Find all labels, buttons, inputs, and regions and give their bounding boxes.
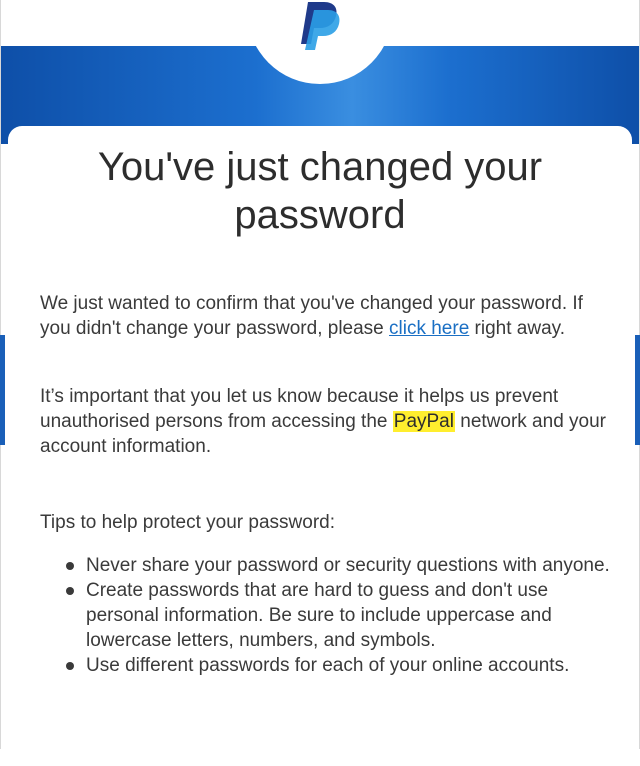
click-here-link[interactable]: click here <box>389 318 470 339</box>
importance-paragraph <box>40 384 610 459</box>
bullet-icon <box>66 562 74 570</box>
list-item <box>40 653 610 678</box>
confirmation-text-start: We just wanted to confirm that you've changed your password. If you didn't change your password, please <box>40 293 583 339</box>
tips-heading: Tips to help protect your password: <box>40 512 335 533</box>
bullet-icon <box>66 587 74 595</box>
paypal-highlight: PayPal <box>393 411 454 432</box>
paypal-logo-icon <box>290 0 350 50</box>
importance-text-start: It’s important that you let us know because it helps us prevent unauthorised persons from accessing the <box>40 386 559 432</box>
confirmation-text-end: right away. <box>469 318 566 339</box>
tip-text: Use different passwords for each of your online accounts. <box>86 655 570 676</box>
list-item <box>40 553 610 578</box>
tips-list <box>40 553 610 678</box>
list-item <box>40 578 610 653</box>
bullet-icon <box>66 662 74 670</box>
email-title: You've just changed your password <box>97 145 543 237</box>
importance-text-end: network and your account information. <box>40 411 606 457</box>
right-accent-bar <box>635 335 640 445</box>
confirmation-paragraph <box>40 291 610 341</box>
left-accent-bar <box>0 335 5 445</box>
tip-text: Create passwords that are hard to guess and don't use personal information. Be sure to include uppercase and lowercase letters, numbers, and symbols. <box>86 580 552 651</box>
tip-text: Never share your password or security questions with anyone. <box>86 555 610 576</box>
